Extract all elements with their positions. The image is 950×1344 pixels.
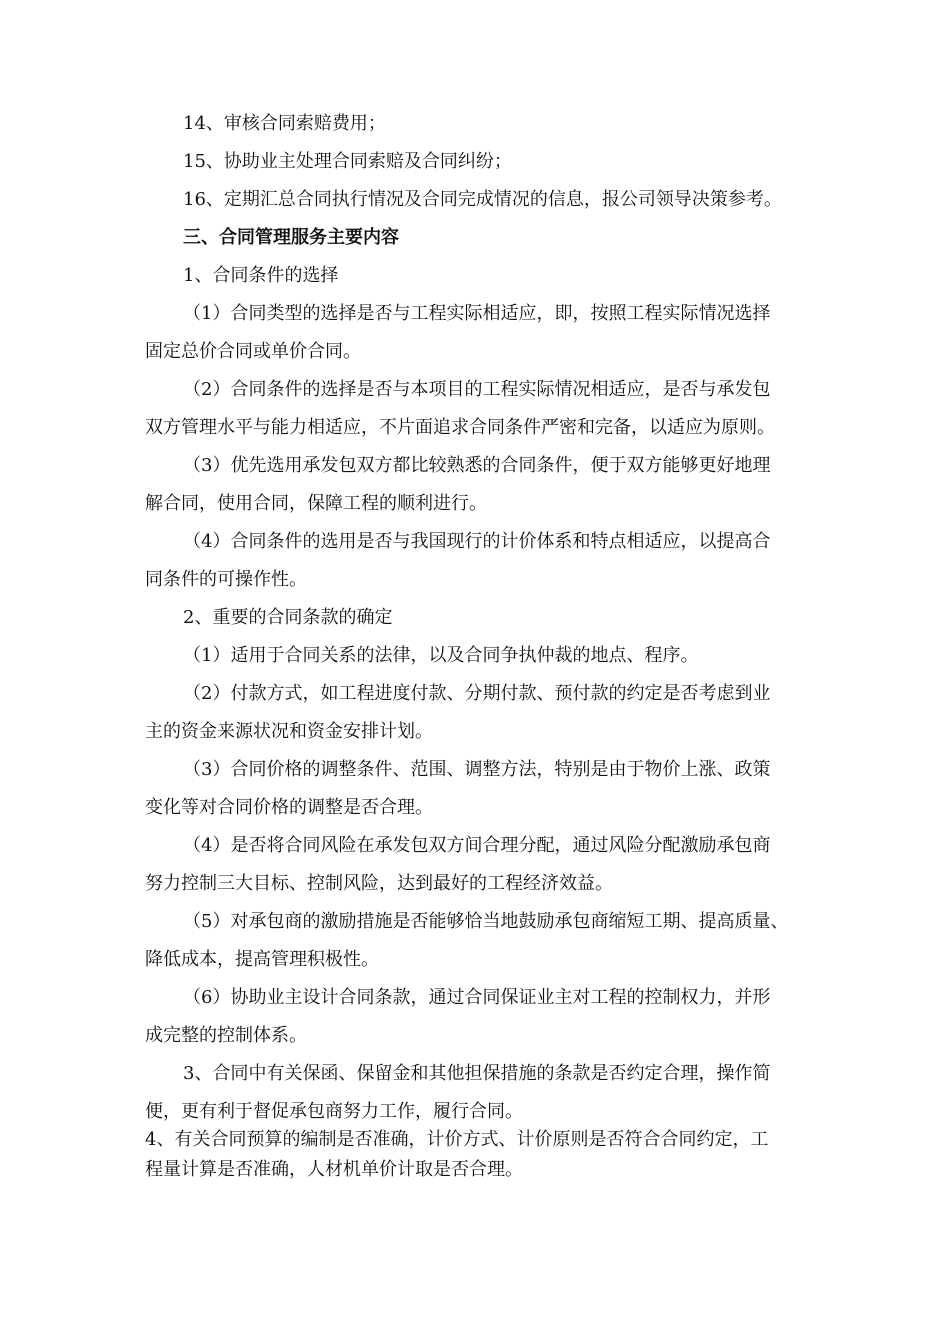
- subsection-heading-1: 1、合同条件的选择: [183, 265, 339, 286]
- paragraph-line: 同条件的可操作性。: [145, 569, 307, 590]
- paragraph-line: （5）对承包商的激励措施是否能够恰当地鼓励承包商缩短工期、提高质量、: [183, 911, 789, 932]
- list-item-15: 15、协助业主处理合同索赔及合同纠纷；: [183, 151, 512, 172]
- list-item-16: 16、定期汇总合同执行情况及合同完成情况的信息，报公司领导决策参考。: [183, 189, 782, 210]
- paragraph-line: （4）是否将合同风险在承发包双方间合理分配，通过风险分配激励承包商: [183, 835, 771, 856]
- paragraph-line: 3、合同中有关保函、保留金和其他担保措施的条款是否约定合理，操作简: [183, 1063, 771, 1084]
- paragraph-line: 努力控制三大目标、控制风险，达到最好的工程经济效益。: [145, 873, 613, 894]
- paragraph-line: 固定总价合同或单价合同。: [145, 341, 361, 362]
- paragraph-line: 成完整的控制体系。: [145, 1025, 307, 1046]
- paragraph-line: （1）适用于合同关系的法律，以及合同争执仲裁的地点、程序。: [183, 645, 699, 666]
- paragraph-line: （2）付款方式，如工程进度付款、分期付款、预付款的约定是否考虑到业: [183, 683, 771, 704]
- paragraph-line: 主的资金来源状况和资金安排计划。: [145, 721, 433, 742]
- paragraph-line: （3）优先选用承发包双方都比较熟悉的合同条件，便于双方能够更好地理: [183, 455, 771, 476]
- paragraph-line: 降低成本，提高管理积极性。: [145, 949, 379, 970]
- subsection-heading-2: 2、重要的合同条款的确定: [183, 607, 393, 628]
- paragraph-line: （6）协助业主设计合同条款，通过合同保证业主对工程的控制权力，并形: [183, 987, 771, 1008]
- paragraph-line: （3）合同价格的调整条件、范围、调整方法，特别是由于物价上涨、政策: [183, 759, 771, 780]
- paragraph-line: （1）合同类型的选择是否与工程实际相适应，即，按照工程实际情况选择: [183, 303, 771, 324]
- paragraph-line: 解合同，使用合同，保障工程的顺利进行。: [145, 493, 487, 514]
- paragraph-line: （4）合同条件的选用是否与我国现行的计价体系和特点相适应，以提高合: [183, 531, 771, 552]
- paragraph-line: 便，更有利于督促承包商努力工作，履行合同。: [145, 1101, 523, 1122]
- paragraph-line: 程量计算是否准确，人材机单价计取是否合理。: [145, 1159, 523, 1180]
- paragraph-line: 双方管理水平与能力相适应，不片面追求合同条件严密和完备，以适应为原则。: [145, 417, 775, 438]
- list-item-14: 14、审核合同索赔费用；: [183, 113, 386, 134]
- section-heading: 三、合同管理服务主要内容: [183, 227, 399, 248]
- paragraph-line: 4、有关合同预算的编制是否准确，计价方式、计价原则是否符合合同约定，工: [145, 1129, 769, 1150]
- paragraph-line: 变化等对合同价格的调整是否合理。: [145, 797, 433, 818]
- paragraph-line: （2）合同条件的选择是否与本项目的工程实际情况相适应，是否与承发包: [183, 379, 771, 400]
